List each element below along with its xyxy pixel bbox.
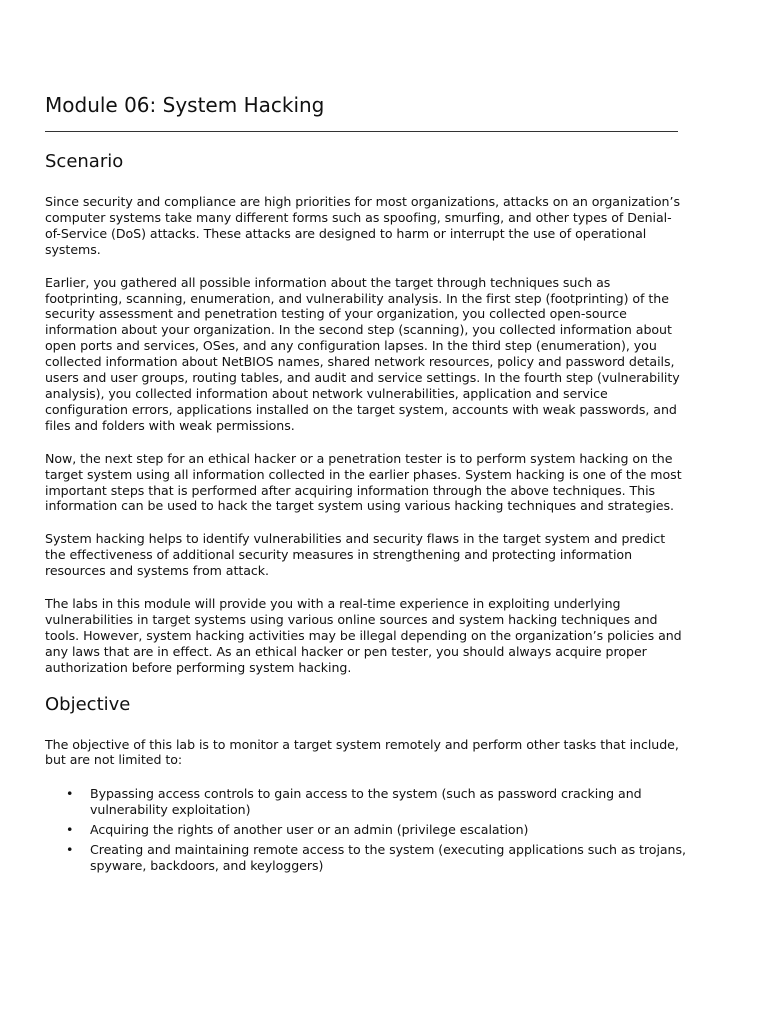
document-body	[45, 150, 686, 878]
bullet-icon: •	[66, 842, 74, 858]
list-item-text: Acquiring the rights of another user or an admin (privilege escalation)	[90, 822, 529, 838]
list-item	[45, 822, 722, 838]
scenario-paragraph: The labs in this module will provide you with a real-time experience in exploiting underlying vulnerabilities in target systems using various online sources and system hacking techniques and tools. However, system hacking activities may be illegal depending on the organization’s policies and any laws that are in effect. As an ethical hacker or pen tester, you should always acquire proper authorization before performing system hacking.	[45, 596, 682, 675]
scenario-paragraph: System hacking helps to identify vulnerabilities and security flaws in the target system and predict the effectiveness of additional security measures in strengthening and protecting information resources and systems from attack.	[45, 531, 666, 579]
scenario-paragraph: Earlier, you gathered all possible information about the target through techniques such as footprinting, scanning, enumeration, and vulnerability analysis. In the first step (footprinting) of the security assessment and penetration testing of your organization, you collected open-source information about your organization. In the second step (scanning), you collected information about open ports and services, OSes, and any configuration lapses. In the third step (enumeration), you collected information about NetBIOS names, shared network resources, policy and password details, users and user groups, routing tables, and audit and service settings. In the fourth step (vulnerability analysis), you collected information about network vulnerabilities, application and service configuration errors, applications installed on the target system, accounts with weak passwords, and files and folders with weak permissions.	[45, 274, 680, 433]
title-divider	[45, 131, 678, 132]
list-item	[45, 786, 722, 818]
page-title: Module 06: System Hacking	[45, 93, 325, 117]
list-item-text: Creating and maintaining remote access to the system (executing applications such as trojans, spyware, backdoors, and keyloggers)	[90, 842, 686, 873]
list-item	[45, 842, 722, 874]
section-heading-scenario: Scenario	[45, 151, 124, 172]
scenario-paragraph: Now, the next step for an ethical hacker or a penetration tester is to perform system hacking on the target system using all information collected in the earlier phases. System hacking is one of the most important steps that is performed after acquiring information through the above techniques. This information can be used to hack the target system using various hacking techniques and strategies.	[45, 450, 682, 514]
objective-intro: The objective of this lab is to monitor a target system remotely and perform other tasks that include, but are not limited to:	[45, 736, 679, 768]
scenario-paragraph: Since security and compliance are high priorities for most organizations, attacks on an organization’s computer systems take many different forms such as spoofing, smurfing, and other types of Denial-of-Service (DoS) attacks. These attacks are designed to harm or interrupt the use of operational systems.	[45, 194, 680, 257]
bullet-icon: •	[66, 822, 74, 838]
bullet-icon: •	[66, 786, 74, 802]
section-heading-objective: Objective	[45, 693, 131, 715]
list-item-text: Bypassing access controls to gain access to the system (such as password cracking and vulnerability exploitation)	[90, 786, 642, 818]
objective-list	[45, 786, 686, 874]
